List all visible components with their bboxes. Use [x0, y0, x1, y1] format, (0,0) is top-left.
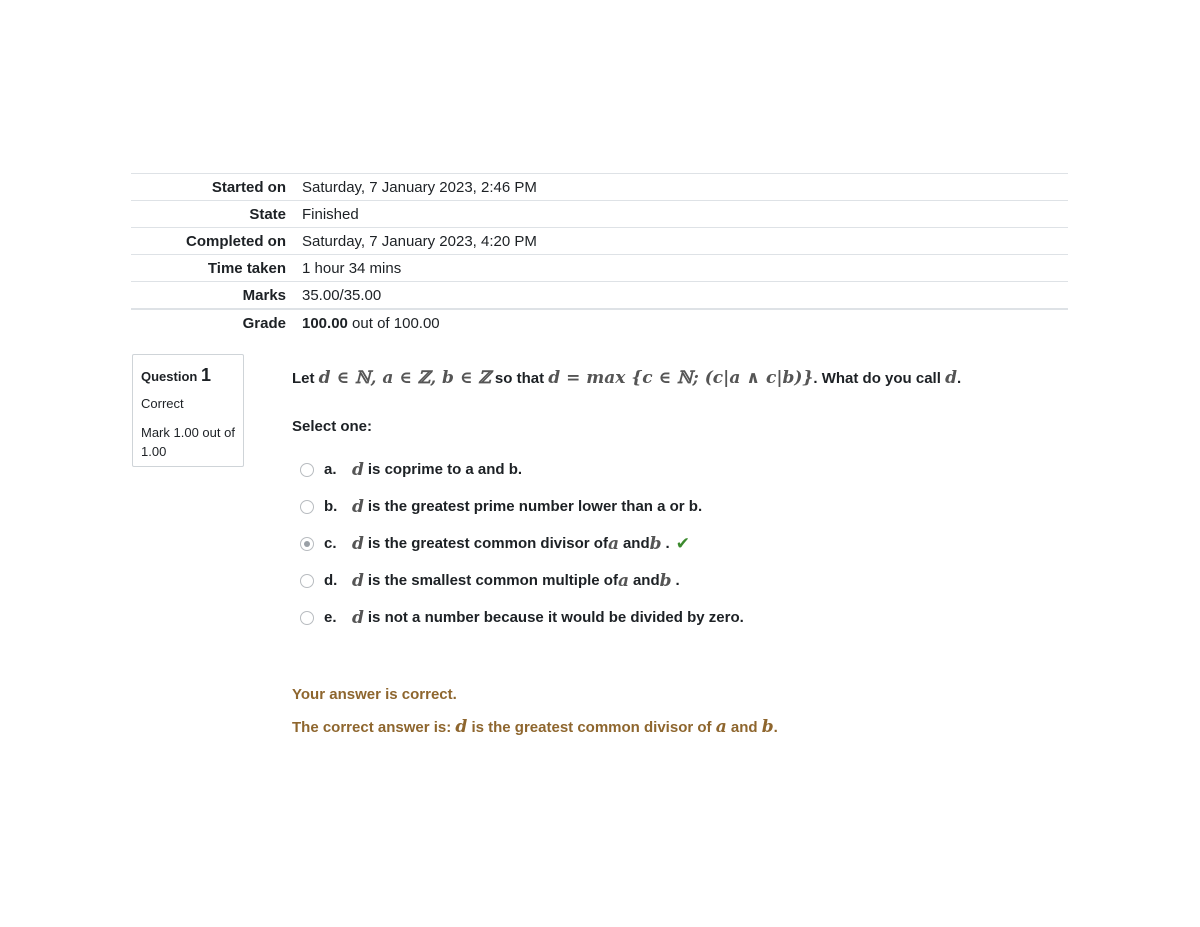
summary-value: Saturday, 7 January 2023, 2:46 PM: [302, 178, 537, 196]
math-var: b: [659, 570, 672, 591]
select-one-prompt: Select one:: [292, 418, 373, 435]
math-var: b: [649, 533, 662, 554]
option-text: is the smallest common multiple of: [367, 572, 618, 589]
summary-row-state: [131, 201, 1068, 228]
math-var: d: [352, 533, 364, 554]
radio-button[interactable]: [300, 463, 314, 477]
question-info-box: [132, 354, 244, 467]
answer-option-a[interactable]: [300, 451, 744, 488]
question-state: Correct: [141, 396, 184, 411]
summary-row-time-taken: [131, 255, 1068, 282]
option-text: is not a number because it would be divided by zero.: [367, 609, 744, 626]
question-number: Question 1: [141, 365, 211, 385]
option-letter: e.: [324, 609, 337, 626]
quiz-summary-table: [131, 173, 1068, 336]
math-var: d: [455, 717, 468, 737]
general-feedback: Your answer is correct.: [292, 686, 457, 703]
summary-value: [302, 309, 1068, 336]
math-var: d: [352, 607, 364, 628]
summary-label: Grade: [242, 314, 286, 332]
answer-option-b[interactable]: [300, 488, 744, 525]
correct-answer-feedback: The correct answer is: d is the greatest common divisor of a and b.: [292, 717, 778, 737]
answer-option-c[interactable]: c. d is the greatest common divisor of a and b . ✔: [300, 525, 744, 562]
answer-option-d[interactable]: d. d is the smallest common multiple of a and b .: [300, 562, 744, 599]
summary-row-started: [131, 174, 1068, 201]
answer-options: [300, 451, 744, 636]
summary-value: Saturday, 7 January 2023, 4:20 PM: [302, 232, 537, 250]
summary-value: 1 hour 34 mins: [302, 259, 402, 277]
summary-label: Marks: [242, 286, 286, 304]
math-expression: d ∈ ℕ, a ∈ ℤ, b ∈ ℤ: [318, 368, 491, 388]
math-var: a: [715, 717, 727, 737]
math-var: a: [607, 533, 619, 554]
option-text: is coprime to a and b.: [367, 461, 523, 478]
radio-button[interactable]: [300, 500, 314, 514]
summary-label: Started on: [211, 178, 286, 196]
question-text: Let d ∈ ℕ, a ∈ ℤ, b ∈ ℤ so that d = max {c ∈ ℕ; (c|a ∧ c|b)}. What do you call d.: [292, 368, 962, 388]
math-var: d: [352, 570, 364, 591]
math-var: d: [352, 496, 364, 517]
math-var: b: [761, 717, 774, 737]
summary-value: Finished: [302, 205, 359, 223]
option-text: is the greatest common divisor of: [367, 535, 608, 552]
answer-option-e[interactable]: [300, 599, 744, 636]
option-letter: b.: [324, 498, 338, 515]
radio-button[interactable]: [300, 574, 314, 588]
summary-label: Completed on: [186, 232, 286, 250]
feedback-section: [292, 686, 778, 737]
summary-value: 35.00/35.00: [302, 286, 382, 304]
grade-out-of: out of 100.00: [347, 314, 440, 332]
radio-button-selected[interactable]: [300, 537, 314, 551]
math-expression: d: [945, 368, 957, 388]
math-var: d: [352, 459, 364, 480]
option-letter: a.: [324, 461, 337, 478]
summary-label: State: [249, 205, 286, 223]
question-mark: Mark 1.00 out of 1.00: [141, 425, 235, 459]
radio-button[interactable]: [300, 611, 314, 625]
math-expression: d = max {c ∈ ℕ; (c|a ∧ c|b)}: [548, 368, 814, 388]
summary-row-grade: [131, 309, 1068, 336]
option-letter: d.: [324, 572, 338, 589]
math-var: a: [617, 570, 629, 591]
option-letter: c.: [324, 535, 337, 552]
summary-row-completed: [131, 228, 1068, 255]
grade-value: 100.00: [302, 314, 348, 332]
checkmark-icon: ✔: [675, 533, 690, 553]
summary-row-marks: [131, 282, 1068, 310]
summary-label: Time taken: [207, 259, 286, 277]
option-text: is the greatest prime number lower than a or b.: [367, 498, 703, 515]
